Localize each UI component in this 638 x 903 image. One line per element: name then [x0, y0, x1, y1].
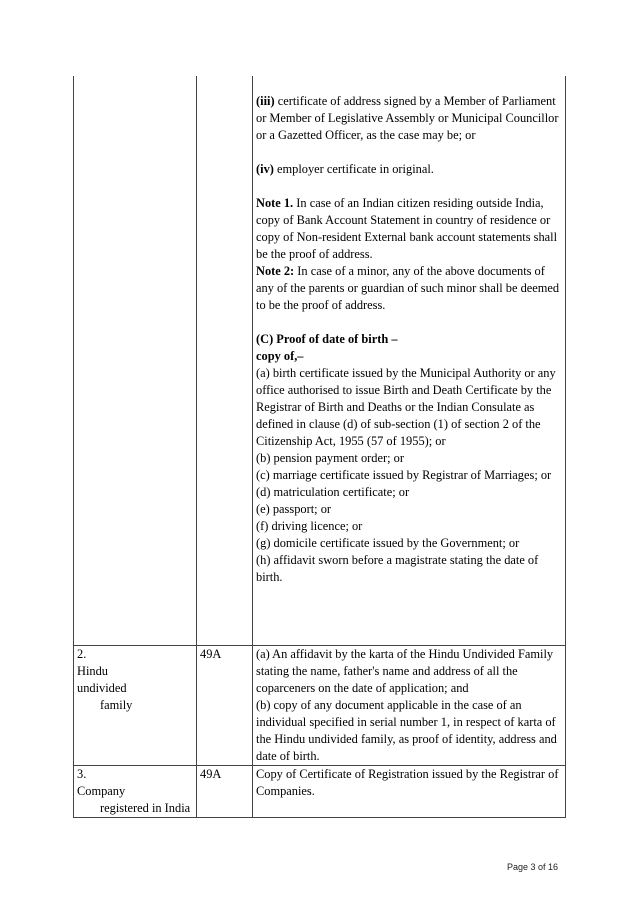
cell-form: 49A: [197, 645, 253, 765]
applicant-name-line1: Company: [77, 783, 126, 798]
huf-doc-b: (b) copy of any document applicable in the case of an individual specified in serial number 1, in respect of karta of the Hindu undivided family, as proof of identity, address and date of birth.: [256, 697, 557, 763]
cell-applicant-type: [74, 765, 197, 817]
dob-item-f: (f) driving licence; or: [256, 519, 363, 533]
serial-number: 3.: [77, 766, 87, 781]
cell-documents: [253, 765, 566, 817]
item-iii: (iii) certificate of address signed by a Member of Parliament or Member of Legislative Assembly or Municipal Councillor or a Gazetted Officer, as the case may be; or: [256, 94, 559, 142]
requirements-table: [73, 76, 566, 818]
dob-item-g: (g) domicile certificate issued by the Government; or: [256, 536, 520, 550]
note-2: Note 2: In case of a minor, any of the above documents of any of the parents or guardian of such minor shall be deemed to be the proof of address.: [256, 264, 560, 312]
item-iv: (iv) employer certificate in original.: [256, 162, 434, 176]
applicant-name-line2: family: [100, 697, 133, 712]
huf-doc-a: (a) An affidavit by the karta of the Hindu Undivided Family stating the name, father's name and address of all the coparceners on the date of application; and: [256, 646, 554, 695]
note-1: Note 1. In case of an Indian citizen residing outside India, copy of Bank Account Statement in country of residence or copy of Non-resident External bank account statements shall be the proof of address.: [256, 196, 558, 261]
page-number: Page 3 of 16: [506, 862, 558, 872]
cell-applicant-continued: [74, 76, 197, 645]
section-c-subheading: copy of,–: [256, 349, 304, 363]
dob-item-d: (d) matriculation certificate; or: [256, 485, 410, 499]
cell-form: 49A: [197, 765, 253, 817]
dob-item-e: (e) passport; or: [256, 502, 332, 516]
table-row-continuation: [74, 76, 566, 645]
section-c-heading: (C) Proof of date of birth –: [256, 332, 398, 346]
dob-item-c: (c) marriage certificate issued by Registrar of Marriages; or: [256, 468, 552, 482]
cell-documents-continued: [253, 76, 566, 645]
dob-item-h: (h) affidavit sworn before a magistrate stating the date of birth.: [256, 553, 539, 584]
applicant-name-line1-right: undivided: [77, 680, 127, 695]
company-doc: Copy of Certificate of Registration issued by the Registrar of Companies.: [256, 766, 559, 798]
table-row-hindu-undivided-family: [74, 645, 566, 765]
applicant-name-line2: registered in India: [100, 800, 191, 815]
serial-number: 2.: [77, 646, 87, 661]
dob-item-a: (a) birth certificate issued by the Municipal Authority or any office authorised to issue Birth and Death Certificate by the Registrar of Birth and Deaths or the Indian Consulate as defined in clause (d) of sub-section (1) of section 2 of the Citizenship Act, 1955 (57 of 1955); or: [256, 366, 556, 448]
cell-form-continued: [197, 76, 253, 645]
applicant-name-line1: Hindu: [77, 663, 108, 678]
cell-documents: [253, 645, 566, 765]
cell-applicant-type: [74, 645, 197, 765]
dob-item-b: (b) pension payment order; or: [256, 451, 404, 465]
table-row-company: [74, 765, 566, 817]
